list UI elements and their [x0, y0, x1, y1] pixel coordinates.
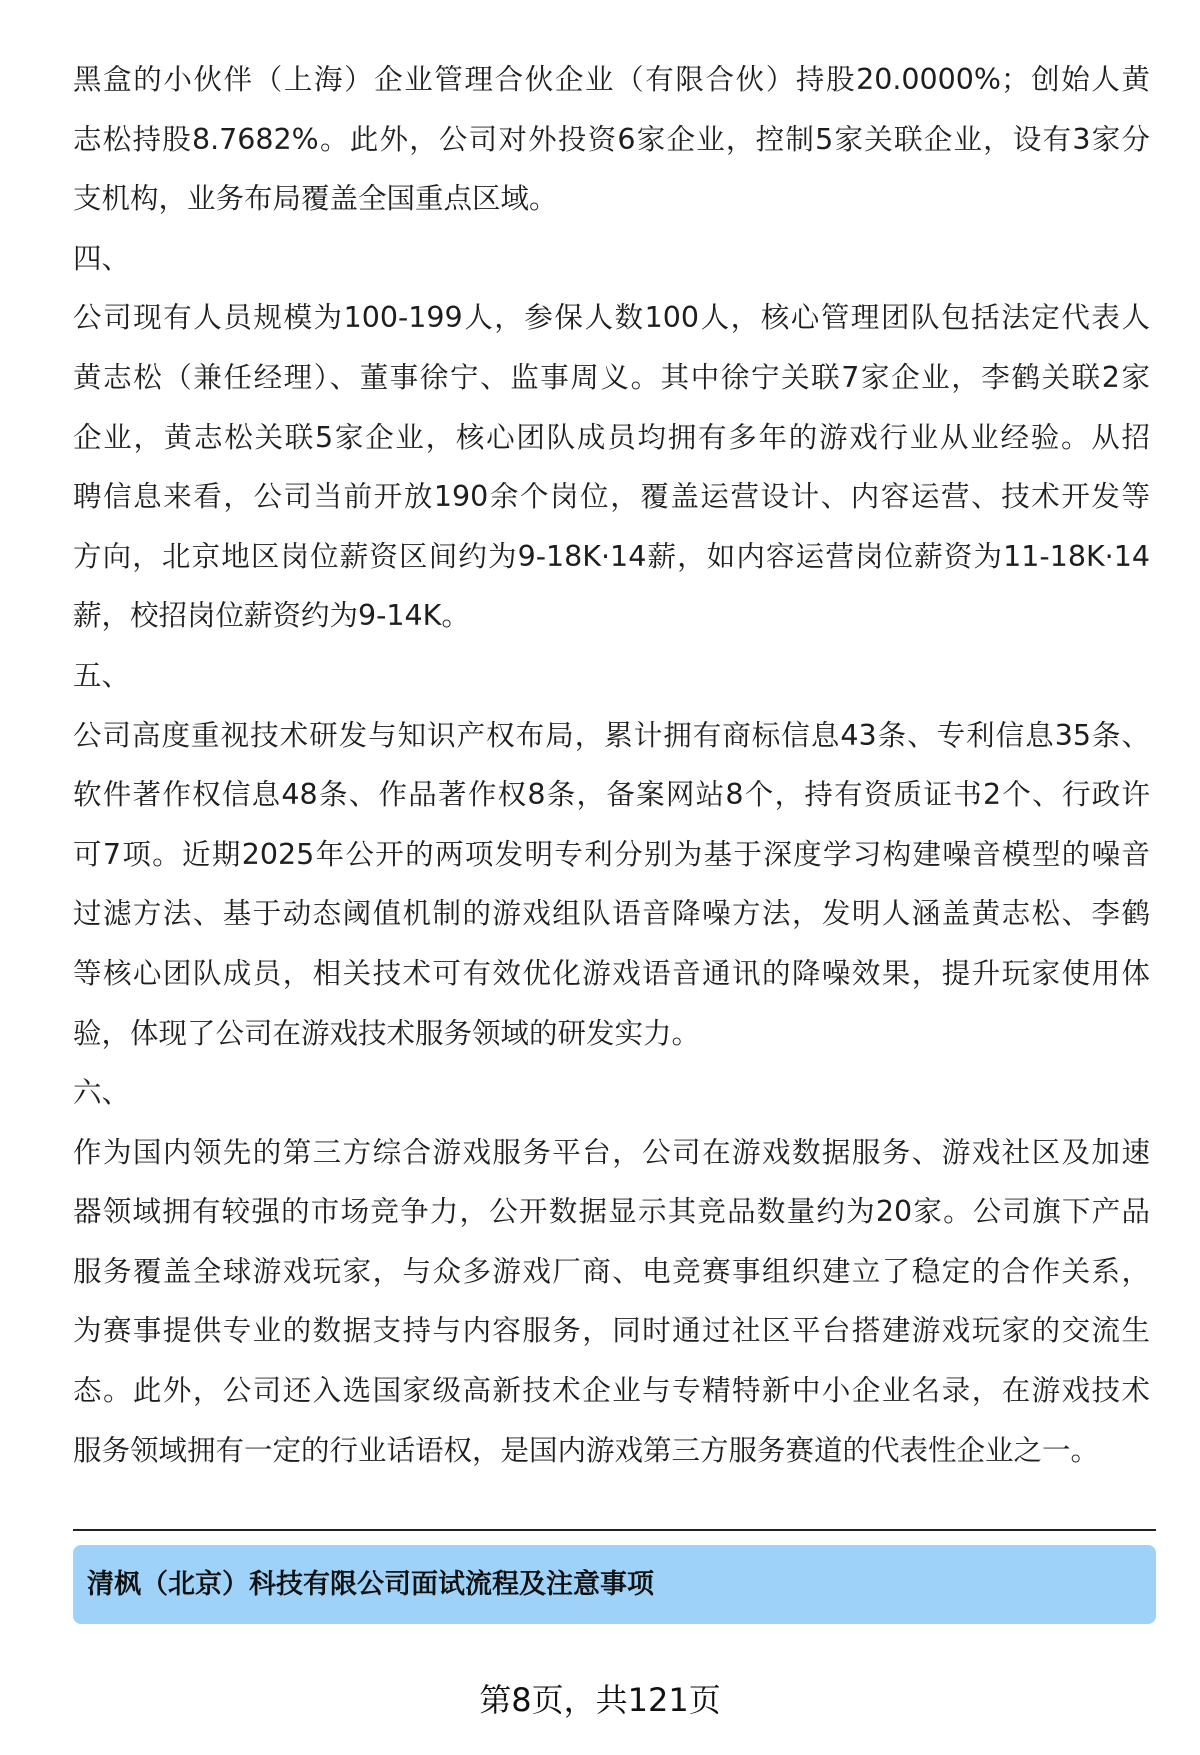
text-line: 薪，校招岗位薪资约为9-14K。: [73, 599, 470, 633]
text-line: 企业，黄志松关联5家企业，核心团队成员均拥有多年的游戏行业从业经验。从招: [73, 420, 1150, 454]
section-title: 清枫（北京）科技有限公司面试流程及注意事项: [87, 1569, 654, 1600]
text-line: 为赛事提供专业的数据支持与内容服务，同时通过社区平台搭建游戏玩家的交流生: [73, 1314, 1150, 1348]
text-line: 可7项。近期2025年公开的两项发明专利分别为基于深度学习构建噪音模型的噪音: [73, 837, 1150, 871]
text-line: 志松持股8.7682%。此外，公司对外投资6家企业，控制5家关联企业，设有3家分: [73, 122, 1150, 156]
document-body: [73, 50, 1150, 1480]
text-line: 黑盒的小伙伴（上海）企业管理合伙企业（有限合伙）持股20.0000%；创始人黄: [73, 63, 1150, 96]
text-line: 验，体现了公司在游戏技术服务领域的研发实力。: [73, 1016, 701, 1050]
text-line: 服务领域拥有一定的行业话语权，是国内游戏第三方服务赛道的代表性企业之一。: [73, 1433, 1100, 1467]
text-line: 四、: [73, 241, 131, 275]
text-line: 态。此外，公司还入选国家级高新技术企业与专精特新中小企业名录，在游戏技术: [73, 1374, 1150, 1408]
text-line: 软件著作权信息48条、作品著作权8条，备案网站8个，持有资质证书2个、行政许: [73, 778, 1150, 812]
text-line: 公司高度重视技术研发与知识产权布局，累计拥有商标信息43条、专利信息35条、: [73, 718, 1150, 752]
text-line: 五、: [73, 658, 131, 692]
section-banner: [73, 1545, 1156, 1624]
text-line: 公司现有人员规模为100-199人，参保人数100人，核心管理团队包括法定代表人: [73, 301, 1150, 335]
section-divider: [73, 1529, 1156, 1531]
text-line: 作为国内领先的第三方综合游戏服务平台，公司在游戏数据服务、游戏社区及加速: [73, 1135, 1150, 1169]
page-number: 第8页，共121页: [479, 1681, 721, 1719]
text-line: 器领域拥有较强的市场竞争力，公开数据显示其竞品数量约为20家。公司旗下产品: [73, 1195, 1150, 1229]
text-line: 服务覆盖全球游戏玩家，与众多游戏厂商、电竞赛事组织建立了稳定的合作关系，: [73, 1254, 1150, 1288]
text-line: 聘信息来看，公司当前开放190余个岗位，覆盖运营设计、内容运营、技术开发等: [73, 480, 1150, 514]
text-line: 方向，北京地区岗位薪资区间约为9-18K·14薪，如内容运营岗位薪资为11-18K·14: [73, 539, 1150, 573]
text-line: 过滤方法、基于动态阈值机制的游戏组队语音降噪方法，发明人涵盖黄志松、李鹤: [73, 897, 1150, 931]
text-line: 支机构，业务布局覆盖全国重点区域。: [73, 182, 558, 216]
text-line: 六、: [73, 1076, 131, 1110]
text-line: 黄志松（兼任经理）、董事徐宁、监事周义。其中徐宁关联7家企业，李鹤关联2家: [73, 360, 1150, 394]
text-line: 等核心团队成员，相关技术可有效优化游戏语音通讯的降噪效果，提升玩家使用体: [73, 956, 1150, 990]
